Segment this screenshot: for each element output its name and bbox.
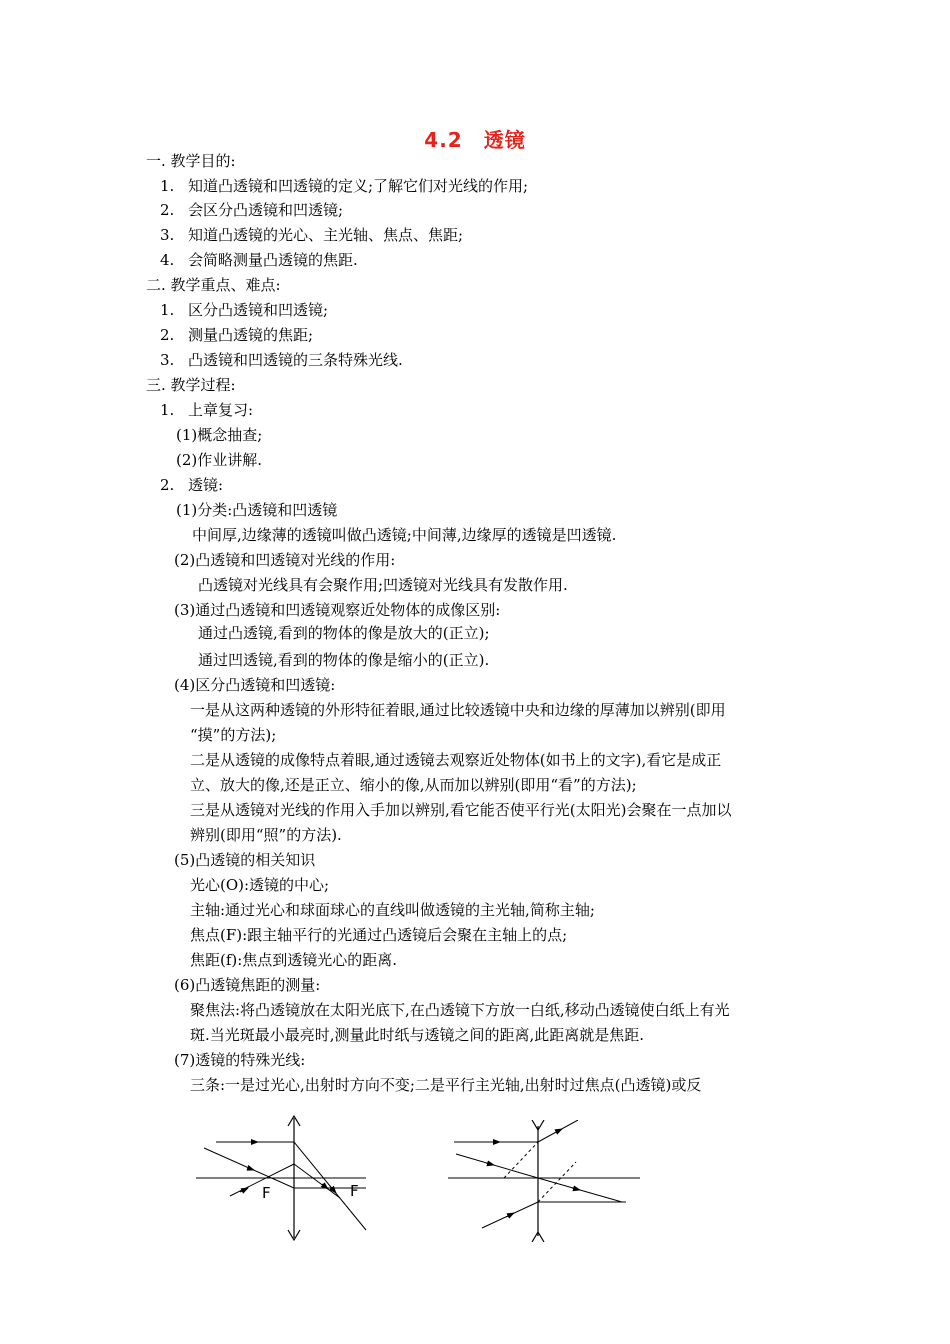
ray-arrow [572,1188,580,1190]
paragraph-line: 二是从透镜的成像特点着眼,通过透镜去观察近处物体(如书上的文字),看它是成正 [190,751,722,769]
list-item [160,201,343,219]
item-number: 3. [160,351,175,369]
sub-item: (1)概念抽查; [176,426,263,444]
list-item [160,351,403,369]
ray-arrow [556,1129,562,1132]
center-ray-out [294,1164,340,1198]
paragraph-line: 立、放大的像,还是正立、缩小的像,从而加以辨别(即用“看”的方法); [190,776,637,794]
paragraph-line: 辨别(即用“照”的方法). [190,826,342,844]
ray-arrow [506,1213,514,1217]
concave-lens-diagram [446,1120,646,1242]
list-item [160,226,463,244]
section-heading-goals: 一. 教学目的: [146,152,236,170]
item-text: 上章复习: [188,401,254,419]
paragraph: 通过凹透镜,看到的物体的像是缩小的(正立). [198,651,490,669]
item-number: 2. [160,201,175,219]
paragraph-line: 聚焦法:将凸透镜放在太阳光底下,在凸透镜下方放一白纸,移动凸透镜使白纸上有光 [190,1001,730,1019]
paragraph-line: 主轴:通过光心和球面球心的直线叫做透镜的主光轴,简称主轴; [190,901,595,919]
paragraph: 中间厚,边缘薄的透镜叫做凸透镜;中间薄,边缘厚的透镜是凹透镜. [192,526,617,544]
convex-lens-diagram [190,1112,390,1244]
paragraph: 凸透镜对光线具有会聚作用;凹透镜对光线具有发散作用. [198,576,568,594]
item-text: 会区分凸透镜和凹透镜; [188,201,344,219]
item-number: 2. [160,476,175,494]
item-number: 2. [160,326,175,344]
paragraph-line: 焦点(F):跟主轴平行的光通过凸透镜后会聚在主轴上的点; [190,926,568,944]
ray-arrow [486,1163,494,1165]
item-text: 凸透镜和凹透镜的三条特殊光线. [188,351,403,369]
page-title: 4.2 透镜 [424,128,526,152]
list-item [160,177,528,195]
item-text: 知道凸透镜和凹透镜的定义;了解它们对光线的作用; [188,177,529,195]
ray-arrow [330,1186,336,1193]
item-number: 1. [160,301,175,319]
item-text: 会简略测量凸透镜的焦距. [188,251,358,269]
item-text: 知道凸透镜的光心、主光轴、焦点、焦距; [188,226,464,244]
paragraph-line: 光心(O):透镜的中心; [190,876,330,894]
virtual-extension [538,1162,576,1202]
paragraph-line: 焦距(f):焦点到透镜光心的距离. [190,951,398,969]
ray-arrow [248,1168,254,1170]
paragraph-line: “摸”的方法); [190,726,277,744]
list-item [160,326,313,344]
list-item [160,476,223,494]
item-number: 1. [160,177,175,195]
item-text: 区分凸透镜和凹透镜; [188,301,329,319]
list-item [160,251,358,269]
center-ray [456,1154,538,1178]
item-number: 4. [160,251,175,269]
paragraph-line: 三条:一是过光心,出射时方向不变;二是平行主光轴,出射时过焦点(凸透镜)或反 [190,1076,702,1094]
focus-label-left: F [262,1184,271,1202]
list-item [160,301,328,319]
paragraph: 通过凸透镜,看到的物体的像是放大的(正立); [198,624,490,642]
sub-heading: (2)凸透镜和凹透镜对光线的作用: [174,551,396,569]
sub-heading: (1)分类:凸透镜和凹透镜 [176,501,338,519]
item-text: 透镜: [188,476,224,494]
paragraph-line: 一是从这两种透镜的外形特征着眼,通过比较透镜中央和边缘的厚薄加以辨别(即用 [190,701,726,719]
focus-label-right: F [350,1182,359,1200]
center-ray-extension [294,1126,376,1164]
paragraph-line: 三是从透镜对光线的作用入手加以辨别,看它能否使平行光(太阳光)会聚在一点加以 [190,801,732,819]
item-text: 测量凸透镜的焦距; [188,326,314,344]
sub-heading: (7)透镜的特殊光线: [174,1051,306,1069]
paragraph-line: 斑.当光斑最小最亮时,测量此时纸与透镜之间的距离,此距离就是焦距. [190,1026,645,1044]
item-number: 1. [160,401,175,419]
sub-heading: (4)区分凸透镜和凹透镜: [174,676,336,694]
sub-heading: (5)凸透镜的相关知识 [174,851,316,869]
section-heading-process: 三. 教学过程: [146,376,236,394]
section-heading-keypoints: 二. 教学重点、难点: [146,276,281,294]
sub-heading: (3)通过凸透镜和凹透镜观察近处物体的成像区别: [174,601,501,619]
sub-item: (2)作业讲解. [176,451,263,469]
sub-heading: (6)凸透镜焦距的测量: [174,976,321,994]
item-number: 3. [160,226,175,244]
list-item [160,401,253,419]
